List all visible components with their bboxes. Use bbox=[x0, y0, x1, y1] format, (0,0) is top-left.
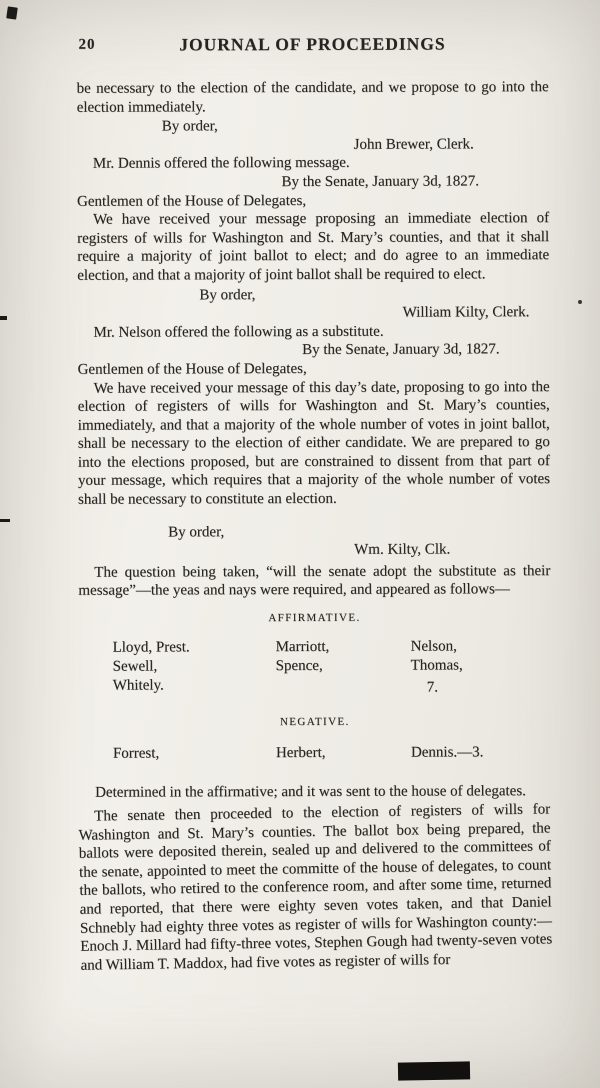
election-paragraph: The senate then proceeded to the election of registers of wills for Washington and St. Mary’s counties. The ballot box being prepared, the ballots were deposited therein, sealed up and delivered to the committees of the senate, appointed to meet the committe of the house of delegates, to count the ballots, who retired to the conference room, and after some time, returned and reported, that there were eighty seven votes taken, and that Daniel Schnebly had eighty three votes as register of wills for Washington county:—Enoch J. Millard had fifty-three votes, Stephen Gough had twenty-seven votes and William T. Maddox, had five votes as register of wills for bbox=[78, 800, 553, 974]
vote-name: Forrest, bbox=[112, 745, 160, 762]
vote-name: Sewell, bbox=[112, 658, 158, 675]
message-paragraph: We have received your message of this day’s date, proposing to go into the election of registers of wills for Washington and St. Mary’s counties, immediately, and that a majority of the whole number of votes in joint ballot, shall be necessary to the election of either candidate. We are prepared to go into the elections proposed, but are constrained to dissent from that part of your message, which requires that a majority of the whole number of votes shall be necessary to constitute an election. bbox=[77, 378, 551, 508]
vote-column bbox=[276, 744, 411, 763]
vote-name: Herbert, bbox=[275, 744, 326, 762]
by-order-line: By order, bbox=[161, 118, 218, 135]
motion-paragraph: Mr. Nelson offered the following as a substitute. bbox=[93, 323, 384, 341]
salutation: Gentlemen of the House of Delegates, bbox=[76, 192, 307, 210]
by-order-line: By order, bbox=[199, 286, 256, 303]
signature-line: John Brewer, Clerk. bbox=[353, 136, 474, 153]
message-paragraph: We have received your message proposing an immediate election of registers of wills for Washington and St. Mary’s counties, and that it shall require a majority of joint ballot to elect; and do agree to an immediate election, and that a majority of joint ballot shall be required to elect. bbox=[77, 210, 550, 284]
page-number: 20 bbox=[78, 36, 96, 53]
motion-paragraph: Mr. Dennis offered the following message. bbox=[92, 155, 350, 173]
affirmative-total: 7. bbox=[426, 679, 438, 696]
vote-name: Dennis.—3. bbox=[410, 744, 484, 761]
page-header bbox=[76, 33, 548, 56]
question-paragraph: The question being taken, “will the senate adopt the substitute as their message”—the yeas and nays were required, and appeared as follows— bbox=[78, 562, 551, 600]
vote-column bbox=[113, 744, 276, 764]
page-title: JOURNAL OF PROCEEDINGS bbox=[179, 33, 446, 55]
vote-heading-affirmative: AFFIRMATIVE. bbox=[268, 611, 361, 625]
salutation: Gentlemen of the House of Delegates, bbox=[77, 360, 307, 378]
result-paragraph: Determined in the affirmative; and it was sent to the house of delegates. bbox=[95, 783, 526, 801]
vote-name: Whitely. bbox=[112, 677, 164, 694]
vote-column bbox=[411, 743, 551, 762]
dateline: By the Senate, January 3d, 1827. bbox=[281, 173, 479, 191]
vote-column bbox=[411, 637, 551, 697]
vote-name: Spence, bbox=[275, 657, 323, 675]
by-order-line: By order, bbox=[168, 523, 225, 541]
signature-line: Wm. Kilty, Clk. bbox=[354, 541, 451, 559]
vote-name: Thomas, bbox=[410, 657, 463, 674]
negative-votes bbox=[79, 743, 551, 764]
vote-column bbox=[113, 638, 276, 699]
continuation-paragraph: be necessary to the election of the candidate, and we propose to go into the election immediately. bbox=[76, 79, 549, 116]
affirmative-votes bbox=[79, 637, 551, 699]
scan-artifact bbox=[398, 1061, 470, 1080]
vote-name: Nelson, bbox=[410, 638, 457, 655]
dateline: By the Senate, January 3d, 1827. bbox=[302, 341, 500, 359]
vote-heading-negative: NEGATIVE. bbox=[279, 715, 350, 729]
vote-name: Marriott, bbox=[275, 638, 330, 656]
vote-column bbox=[276, 638, 411, 698]
vote-name: Lloyd, Prest. bbox=[112, 639, 190, 656]
signature-line: William Kilty, Clerk. bbox=[402, 304, 530, 321]
